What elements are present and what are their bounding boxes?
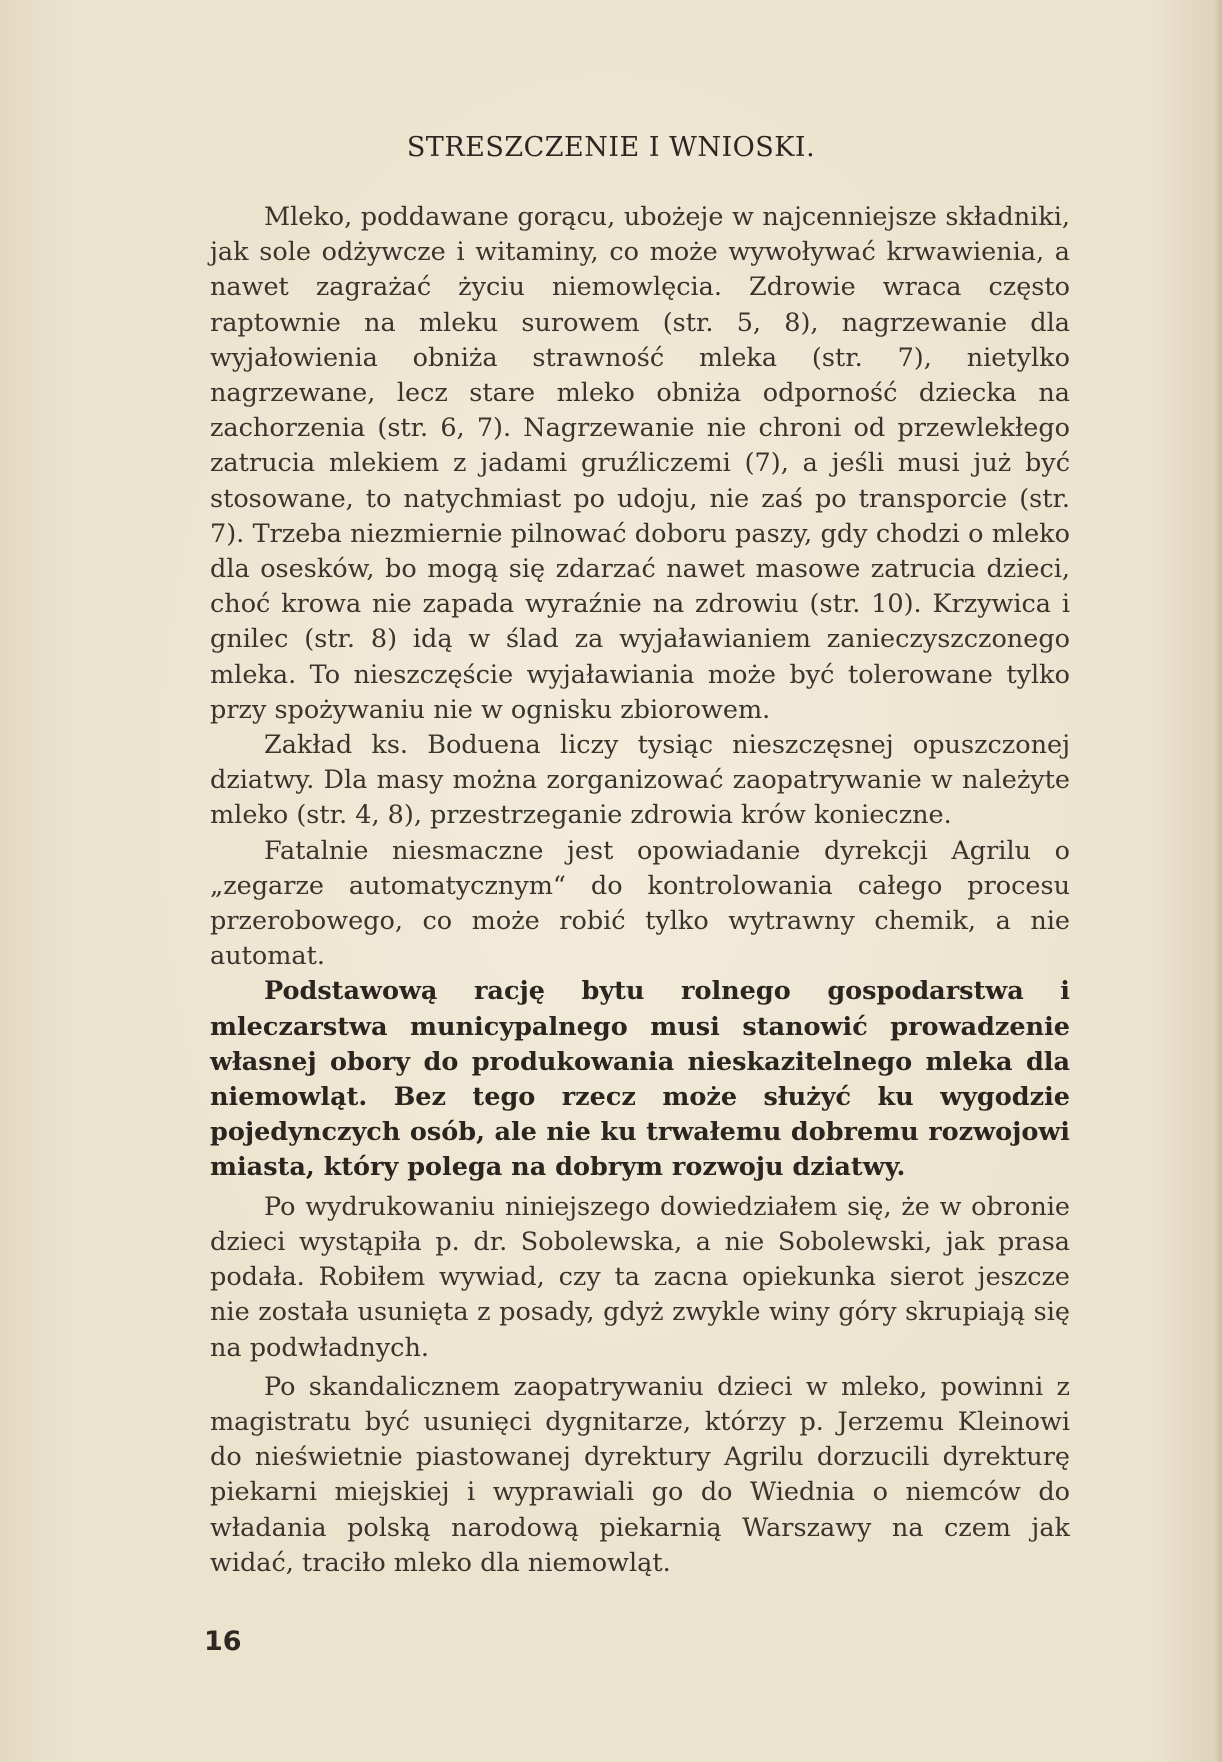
page-number: 16	[204, 1626, 242, 1657]
paragraph-agril-clock: Fatalnie niesmaczne jest opowiadanie dyrekcji Agrilu o „zegarze automatycznym“ do kontrolowania całego procesu przerobowego, co może robić tylko wytrawny chemik, a nie automat.	[210, 835, 1070, 972]
page-edge-shadow	[1214, 0, 1222, 1762]
paragraph-dignitaries: Po skandalicznem zaopatrywaniu dzieci w mleko, powinni z magistratu być usunięci dygnitarze, którzy p. Jerzemu Kleinowi do nieświetnie piastowanej dyrektury Agrilu dorzucili dyrekturę piekarni miejskiej i wyprawiali go do Wiednia o niemców do władania polską narodową piekarnią Warszawy na czem jak widać, traciło mleko dla niemowląt.	[210, 1371, 1070, 1578]
body-text	[210, 200, 1070, 1581]
paragraph-bold-conclusion: Podstawową rację bytu rolnego gospodarstwa i mleczarstwa municypalnego musi stanowić prowadzenie własnej obory do produkowania nieskazitelnego mleka dla niemowląt. Bez tego rzecz może służyć ku wygodzie pojedynczych osób, ale nie ku trwałemu dobremu rozwojowi miasta, który polega na dobrym rozwoju dziatwy.	[210, 976, 1070, 1183]
page-title: STRESZCZENIE I WNIOSKI.	[406, 132, 816, 163]
paragraph-milk-heating: Mleko, poddawane gorącu, ubożeje w najcenniejsze składniki, jak sole odżywcze i witaminy, co może wywoływać krwawienia, a nawet zagrażać życiu niemowlęcia. Zdrowie wraca często raptownie na mleku surowem (str. 5, 8), nagrzewanie dla wyjałowienia obniża strawność mleka (str. 7), nietylko nagrzewane, lecz stare mleko obniża odporność dziecka na zachorzenia (str. 6, 7). Nagrzewanie nie chroni od przewlekłego zatrucia mlekiem z jadami gruźliczemi (7), a jeśli musi już być stosowane, to natychmiast po udoju, nie zaś po transporcie (str. 7). Trzeba niezmiernie pilnować doboru paszy, gdy chodzi o mleko dla osesków, bo mogą się zdarzać nawet masowe zatrucia dzieci, choć krowa nie zapada wyraźnie na zdrowiu (str. 10). Krzywica i gnilec (str. 8) idą w ślad za wyjaławianiem zanieczyszczonego mleka. To nieszczęście wyjaławiania może być tolerowane tylko przy spożywaniu nie w ognisku zbiorowem.	[210, 202, 1070, 725]
paragraph-boduen-institute: Zakład ks. Boduena liczy tysiąc nieszczęsnej opuszczonej dziatwy. Dla masy można zorganizować zaopatrywanie w należyte mleko (str. 4, 8), przestrzeganie zdrowia krów konieczne.	[210, 730, 1070, 831]
paragraph-sobolewska: Po wydrukowaniu niniejszego dowiedziałem się, że w obronie dzieci wystąpiła p. dr. Sobolewska, a nie Sobolewski, jak prasa podała. Robiłem wywiad, czy ta zacna opiekunka sierot jeszcze nie została usunięta z posady, gdyż zwykle winy góry skrupiają się na podwładnych.	[210, 1191, 1070, 1363]
